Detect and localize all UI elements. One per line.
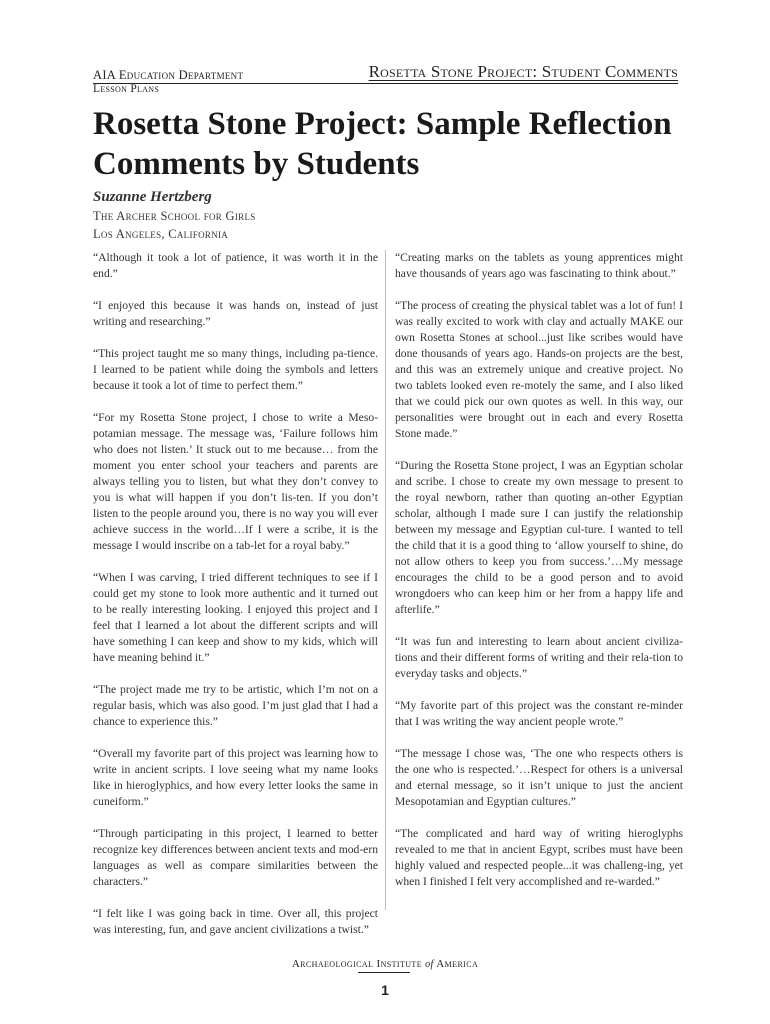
author-school: The Archer School for Girls (93, 209, 256, 223)
author-location: Los Angeles, California (93, 227, 229, 241)
student-comment: “I enjoyed this because it was hands on, instead of just writing and researching.” (93, 299, 378, 328)
footer-org-part1: Archaeological Institute (291, 958, 422, 970)
student-comment: “When I was carving, I tried different techniques to see if I could get my stone to look more authentic and it turned out to be really interesting looking. I enjoyed this project and I feel that I learned a lot about the different scripts and will have something I can keep and show to my kids, which will have meaning behind it.” (93, 571, 378, 664)
header-department: AIA Education Department (93, 68, 244, 82)
student-comment: “During the Rosetta Stone project, I was an Egyptian scholar and scribe. I chose to create my own message to present to the royal newborn, rather than quoting an-other Egyptian scholar, although I made sure I can justify the relationship between my message and Egyptian cul-ture. I wanted to tell the child that it is a good thing to ‘allow yourself to shine, do not allow others to keep you from success.’…My message encourages the child to be a good person and to avoid wrongdoers who can keep him or her from a happy life and afterlife.” (395, 459, 683, 616)
student-comment: “I felt like I was going back in time. Over all, this project was interesting, fun, and gave ancient civilizations a twist.” (93, 907, 378, 936)
footer-divider (358, 972, 410, 973)
page-number: 1 (381, 982, 389, 998)
student-comment: “For my Rosetta Stone project, I chose to write a Meso-potamian message. The message was, ‘Failure follows him who does not listen.’ It stuck out to me because… from the moment you enter school your teachers and parents are always telling you to listen, but what they don’t convey to you is what will happen if you don’t lis-ten. If you don’t listen to the people around you, there is no way you will ever achieve success in the world…If I were a scribe, it is the message I would inscribe on a tab-let for a royal baby.” (93, 411, 378, 552)
student-comment: “It was fun and interesting to learn about ancient civiliza-tions and their different forms of writing and their rela-tion to everyday tasks and objects.” (395, 635, 683, 680)
comments-column-left (93, 250, 378, 954)
student-comment: “The complicated and hard way of writing hieroglyphs revealed to me that in ancient Egypt, scribes must have been highly valued and respected people...it was challeng-ing, yet when I finished I felt very accomplished and re-warded.” (395, 827, 683, 888)
student-comment: “Although it took a lot of patience, it was worth it in the end.” (93, 251, 378, 280)
page-title: Rosetta Stone Project: Sample Reflection Comments by Students (93, 106, 672, 182)
comments-column-right (395, 250, 683, 906)
student-comment: “Creating marks on the tablets as young apprentices might have thousands of years ago was fascinating to think about.” (395, 251, 683, 280)
header-section: Lesson Plans (93, 83, 160, 95)
header-department-block (93, 68, 243, 96)
student-comment: “This project taught me so many things, including pa-tience. I learned to be patient while doing the symbols and letters because it took a lot of time to perfect them.” (93, 347, 378, 392)
header-divider (93, 83, 678, 84)
header-running-title: Rosetta Stone Project: Student Comments (368, 62, 678, 81)
column-divider (385, 250, 386, 910)
footer-org-part2: America (436, 958, 479, 970)
footer-org-of: of (425, 959, 434, 970)
student-comment: “The process of creating the physical tablet was a lot of fun! I was really excited to work with clay and actually MAKE our own Rosetta Stones at school...just like scribes would have done thousands of years ago. Hands-on projects are the best, and this was an extremely unique and creative project. No two tablets looked even re-motely the same, and I also liked that we could pick our own quotes as well. In this way, our personalities were brought out in each and every Rosetta Stone made.” (395, 299, 683, 440)
student-comment: “Through participating in this project, I learned to better recognize key differences between ancient texts and mod-ern languages as well as compare similarities between the characters.” (93, 827, 378, 888)
footer-organization (0, 958, 770, 970)
author-name: Suzanne Hertzberg (93, 189, 212, 205)
student-comment: “My favorite part of this project was the constant re-minder that I was writing the way ancient people wrote.” (395, 699, 683, 728)
student-comment: “The project made me try to be artistic, which I’m not on a regular basis, which was also good. I’m just glad that I had a chance to experience this.” (93, 683, 378, 728)
student-comment: “The message I chose was, ‘The one who respects others is the one who is respected.’…Respect for others is a universal and eternal message, so it isn’t unique to just the ancient Mesopotamian and Egyptian cultures.” (395, 747, 683, 808)
student-comment: “Overall my favorite part of this project was learning how to write in ancient scripts. I love seeing what my name looks like in hieroglyphics, and how every letter looks the same in cuneiform.” (93, 747, 378, 808)
